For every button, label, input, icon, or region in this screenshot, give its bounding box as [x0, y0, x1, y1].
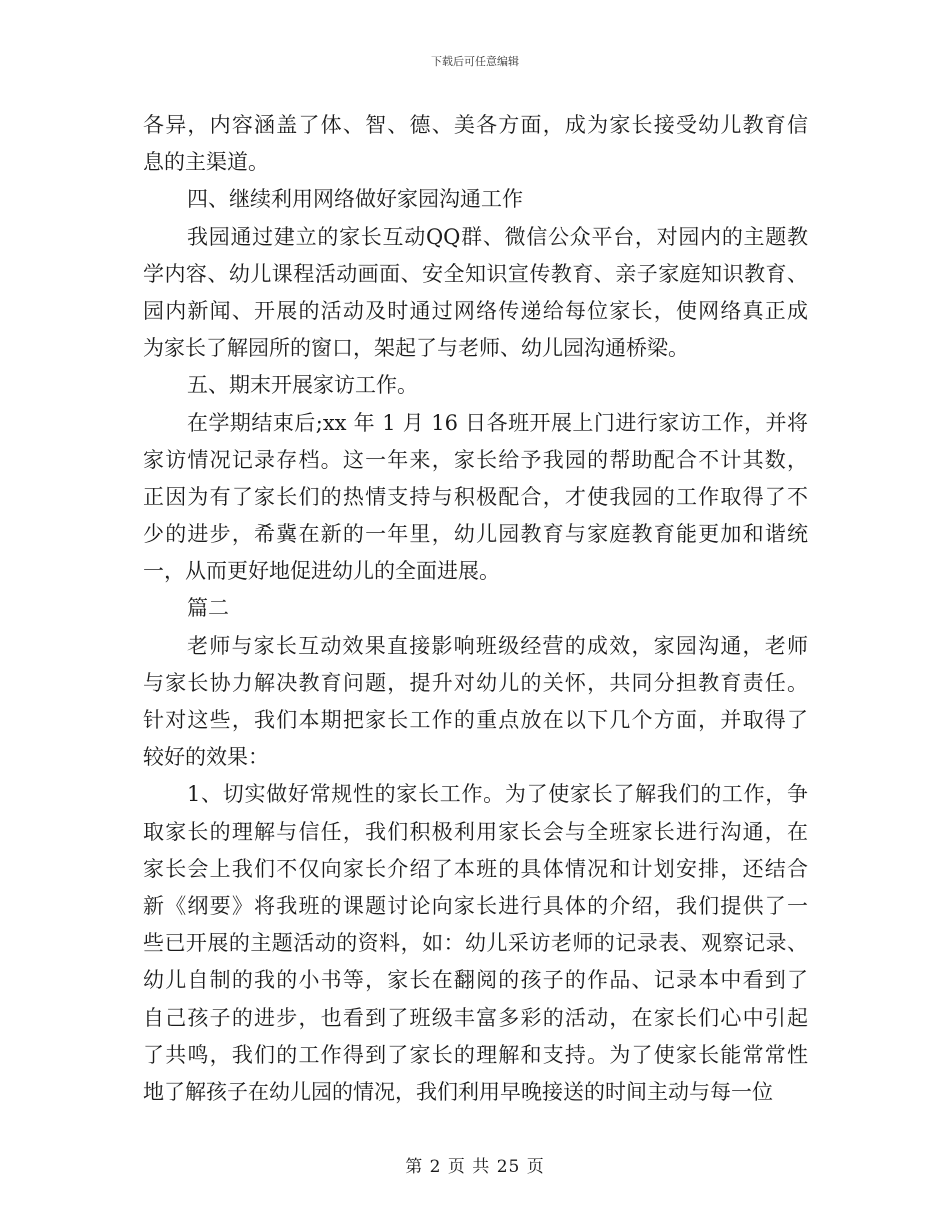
paragraph-line: 学内容、幼儿课程活动画面、安全知识宣传教育、亲子家庭知识教育、	[143, 261, 808, 286]
paragraph-line: 自己孩子的进步，也看到了班级丰富多彩的活动，在家长们心中引起	[143, 1005, 808, 1030]
paragraph-line: 针对这些，我们本期把家长工作的重点放在以下几个方面，并取得了	[143, 708, 808, 732]
paragraph-line: 地了解孩子在幼儿园的情况，我们利用早晚接送的时间主动与每一位	[143, 1079, 773, 1104]
paragraph-line: 1、切实做好常规性的家长工作。为了使家长了解我们的工作，争	[187, 782, 808, 807]
paragraph-line: 五、期末开展家访工作。	[187, 373, 418, 398]
paragraph-line: 正因为有了家长们的热情支持与积极配合，才使我园的工作取得了不	[143, 484, 808, 509]
paragraph-line: 各异，内容涵盖了体、智、德、美各方面，成为家长接受幼儿教育信	[143, 113, 808, 137]
paragraph-line: 家访情况记录存档。这一年来，家长给予我园的帮助配合不计其数，	[143, 447, 808, 472]
paragraph-line: 我园通过建立的家长互动QQ群、微信公众平台，对园内的主题教	[187, 224, 808, 249]
page-header: 下载后可任意编辑	[431, 55, 519, 68]
paragraph-line: 园内新闻、开展的活动及时通过网络传递给每位家长，使网络真正成	[143, 298, 808, 323]
paragraph-line: 较好的效果：	[143, 745, 269, 770]
paragraph-line: 了共鸣，我们的工作得到了家长的理解和支持。为了使家长能常常性	[143, 1042, 808, 1067]
paragraph-line: 幼儿自制的我的小书等，家长在翻阅的孩子的作品、记录本中看到了	[143, 968, 808, 993]
paragraph-line: 取家长的理解与信任，我们积极利用家长会与全班家长进行沟通，在	[143, 819, 808, 844]
page-number: 第 2 页 共 25 页	[405, 1157, 545, 1177]
paragraph-line: 与家长协力解决教育问题，提升对幼儿的关怀，共同分担教育责任。	[143, 670, 808, 695]
paragraph-line: 新《纲要》将我班的课题讨论向家长进行具体的介绍，我们提供了一	[143, 893, 808, 918]
paragraph-line: 篇二	[187, 596, 229, 621]
paragraph-line: 一，从而更好地促进幼儿的全面进展。	[143, 559, 500, 584]
paragraph-line: 四、继续利用网络做好家园沟通工作	[187, 187, 523, 212]
paragraph-line: 为家长了解园所的窗口，架起了与老师、幼儿园沟通桥梁。	[143, 336, 689, 361]
paragraph-line: 些已开展的主题活动的资料，如：幼儿采访老师的记录表、观察记录、	[143, 931, 808, 956]
paragraph-line: 少的进步，希冀在新的一年里，幼儿园教育与家庭教育能更加和谐统	[143, 522, 808, 547]
document-body	[143, 107, 808, 1111]
paragraph-line: 在学期结束后;xx 年 1 月 16 日各班开展上门进行家访工作，并将	[187, 410, 808, 435]
paragraph-line: 老师与家长互动效果直接影响班级经营的成效，家园沟通，老师	[187, 633, 808, 658]
paragraph-line: 息的主渠道。	[143, 150, 269, 175]
paragraph-line: 家长会上我们不仅向家长介绍了本班的具体情况和计划安排，还结合	[143, 856, 808, 881]
